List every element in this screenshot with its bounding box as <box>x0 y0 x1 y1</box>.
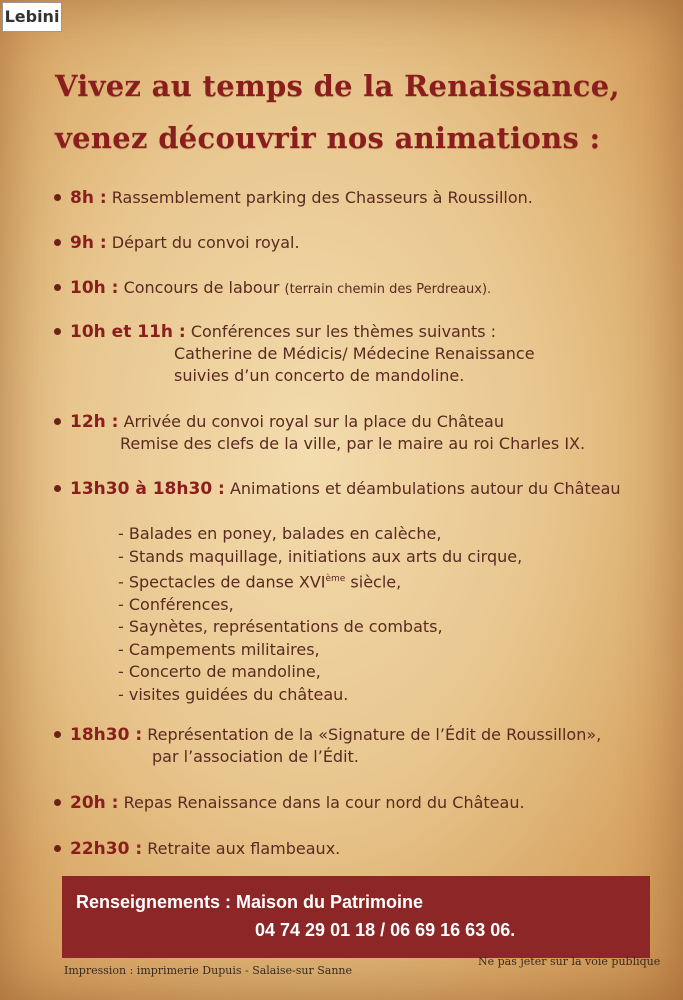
schedule-time: 12h : <box>70 412 119 432</box>
superscript: ème <box>325 574 346 584</box>
bullet-icon <box>54 239 61 246</box>
schedule-item <box>54 724 664 768</box>
schedule-note: (terrain chemin des Perdreaux). <box>284 282 492 297</box>
schedule-time: 13h30 à 18h30 : <box>70 479 225 499</box>
bullet-icon <box>54 731 61 738</box>
schedule-time: 10h : <box>70 278 119 298</box>
schedule-desc: Concours de labour <box>123 278 280 297</box>
footer-notice: Ne pas jeter sur la voie publique <box>478 955 661 968</box>
schedule-item <box>54 792 664 814</box>
list-item: - Concerto de mandoline, <box>118 662 321 682</box>
bullet-icon <box>54 418 61 425</box>
info-phones: 04 74 29 01 18 / 06 69 16 63 06. <box>255 920 516 940</box>
schedule-desc: Départ du convoi royal. <box>111 233 300 252</box>
list-item: - Campements militaires, <box>118 639 320 659</box>
schedule-item <box>54 838 664 860</box>
schedule-time: 18h30 : <box>70 725 143 745</box>
schedule-desc: Rassemblement parking des Chasseurs à Roussillon. <box>111 188 533 207</box>
bullet-icon <box>54 845 61 852</box>
schedule-item <box>54 232 664 254</box>
title-line-2: venez découvrir nos animations : <box>55 121 601 155</box>
schedule-item <box>54 478 664 500</box>
list-item: - visites guidées du château. <box>118 684 349 704</box>
schedule-desc-cont: par l’association de l’Édit. <box>152 747 359 766</box>
list-item: - Conférences, <box>118 594 234 614</box>
poster-title <box>55 60 655 164</box>
bullet-icon <box>54 799 61 806</box>
bullet-icon <box>54 485 61 492</box>
schedule-desc: Retraite aux flambeaux. <box>147 839 341 858</box>
schedule-desc: Représentation de la «Signature de l’Édit de Roussillon», <box>147 725 602 744</box>
title-line-1: Vivez au temps de la Renaissance, <box>55 69 620 103</box>
info-label: Renseignements : Maison du Patrimoine <box>76 892 424 912</box>
footer-printer: Impression : imprimerie Dupuis - Salaise-sur Sanne <box>64 964 353 977</box>
schedule-time: 20h : <box>70 793 119 813</box>
list-item: - Saynètes, représentations de combats, <box>118 617 443 637</box>
bullet-icon <box>54 284 61 291</box>
schedule-item <box>54 187 664 209</box>
schedule-desc: Animations et déambulations autour du Château <box>229 479 621 498</box>
schedule-time: 10h et 11h : <box>70 322 186 342</box>
list-item: - Spectacles de danse XVIème siècle, <box>118 572 402 592</box>
schedule-item <box>54 277 664 301</box>
bullet-icon <box>54 328 61 335</box>
schedule-item <box>54 411 664 455</box>
list-item: - Stands maquillage, initiations aux arts du cirque, <box>118 546 523 566</box>
schedule-item <box>54 321 664 387</box>
schedule-time: 9h : <box>70 233 107 253</box>
activities-list <box>118 523 522 706</box>
info-box <box>62 876 650 958</box>
schedule-desc: Repas Renaissance dans la cour nord du Château. <box>123 793 525 812</box>
schedule-desc: Conférences sur les thèmes suivants : <box>190 322 497 341</box>
schedule-time: 8h : <box>70 188 107 208</box>
schedule-time: 22h30 : <box>70 839 143 859</box>
schedule-desc-cont: Remise des clefs de la ville, par le maire au roi Charles IX. <box>120 434 586 453</box>
schedule-desc-cont: suivies d’un concerto de mandoline. <box>174 366 465 385</box>
bullet-icon <box>54 194 61 201</box>
schedule-desc-cont: Catherine de Médicis/ Médecine Renaissance <box>174 344 535 363</box>
list-item: - Balades en poney, balades en calèche, <box>118 524 442 543</box>
watermark-logo: Lebini <box>2 2 62 32</box>
schedule-desc: Arrivée du convoi royal sur la place du Château <box>123 412 504 431</box>
